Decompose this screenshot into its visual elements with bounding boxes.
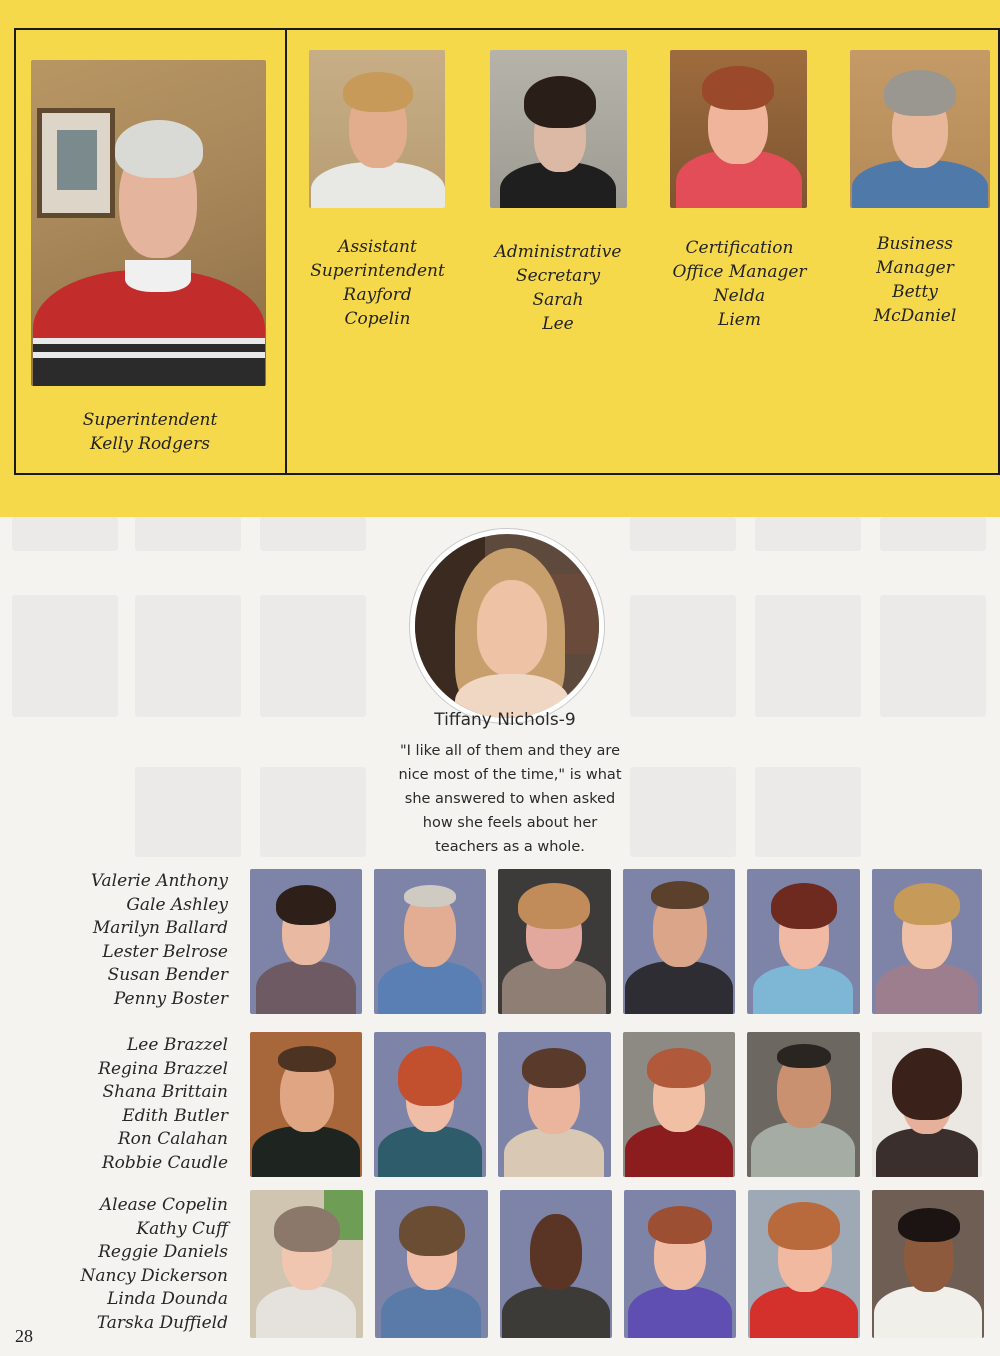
business-manager-caption: Business Manager Betty McDaniel: [873, 234, 957, 326]
superintendent-caption: Superintendent Kelly Rodgers: [82, 410, 218, 454]
staff-portrait: [374, 869, 486, 1014]
staff-portrait: [623, 869, 735, 1014]
spotlight-name: Tiffany Nichols-9: [434, 710, 576, 730]
staff-portrait: [374, 1032, 486, 1177]
administration-divider: [285, 28, 287, 475]
spotlight-quote: "I like all of them and they are nice most of the time," is what she answered to when asked how she feels about her teachers as a whole.: [398, 743, 622, 855]
staff-portrait: [250, 1190, 363, 1338]
certification-office-manager-photo: [670, 50, 807, 208]
staff-portrait: [747, 869, 860, 1014]
superintendent-photo: [31, 60, 266, 386]
staff-portrait: [500, 1190, 612, 1338]
assistant-superintendent-caption: Assistant Superintendent Rayford Copelin: [310, 237, 445, 329]
staff-portrait: [748, 1190, 860, 1338]
administrative-secretary-caption: Administrative Secretary Sarah Lee: [494, 242, 622, 334]
business-manager-photo: [850, 50, 990, 208]
spotlight-photo: [410, 529, 604, 723]
staff-portrait: [498, 1032, 611, 1177]
staff-portrait: [498, 869, 611, 1014]
staff-portrait: [623, 1032, 735, 1177]
staff-names-group-3: Alease Copelin Kathy Cuff Reggie Daniels Nancy Dickerson Linda Dounda Tarska Duffield: [80, 1195, 228, 1333]
staff-portrait: [872, 1032, 982, 1177]
staff-names-group-1: Valerie Anthony Gale Ashley Marilyn Ballard Lester Belrose Susan Bender Penny Boster: [90, 871, 228, 1009]
staff-portrait: [747, 1032, 860, 1177]
assistant-superintendent-photo: [309, 50, 445, 208]
administrative-secretary-photo: [490, 50, 627, 208]
staff-portrait: [872, 1190, 984, 1338]
page-number: 28: [15, 1326, 33, 1346]
staff-names-group-2: Lee Brazzel Regina Brazzel Shana Brittain Edith Butler Ron Calahan Robbie Caudle: [98, 1035, 228, 1173]
certification-office-manager-caption: Certification Office Manager Nelda Liem: [672, 238, 807, 330]
staff-portrait: [250, 869, 362, 1014]
staff-portrait: [624, 1190, 736, 1338]
staff-portrait: [375, 1190, 488, 1338]
staff-portrait: [250, 1032, 362, 1177]
staff-portrait: [872, 869, 982, 1014]
